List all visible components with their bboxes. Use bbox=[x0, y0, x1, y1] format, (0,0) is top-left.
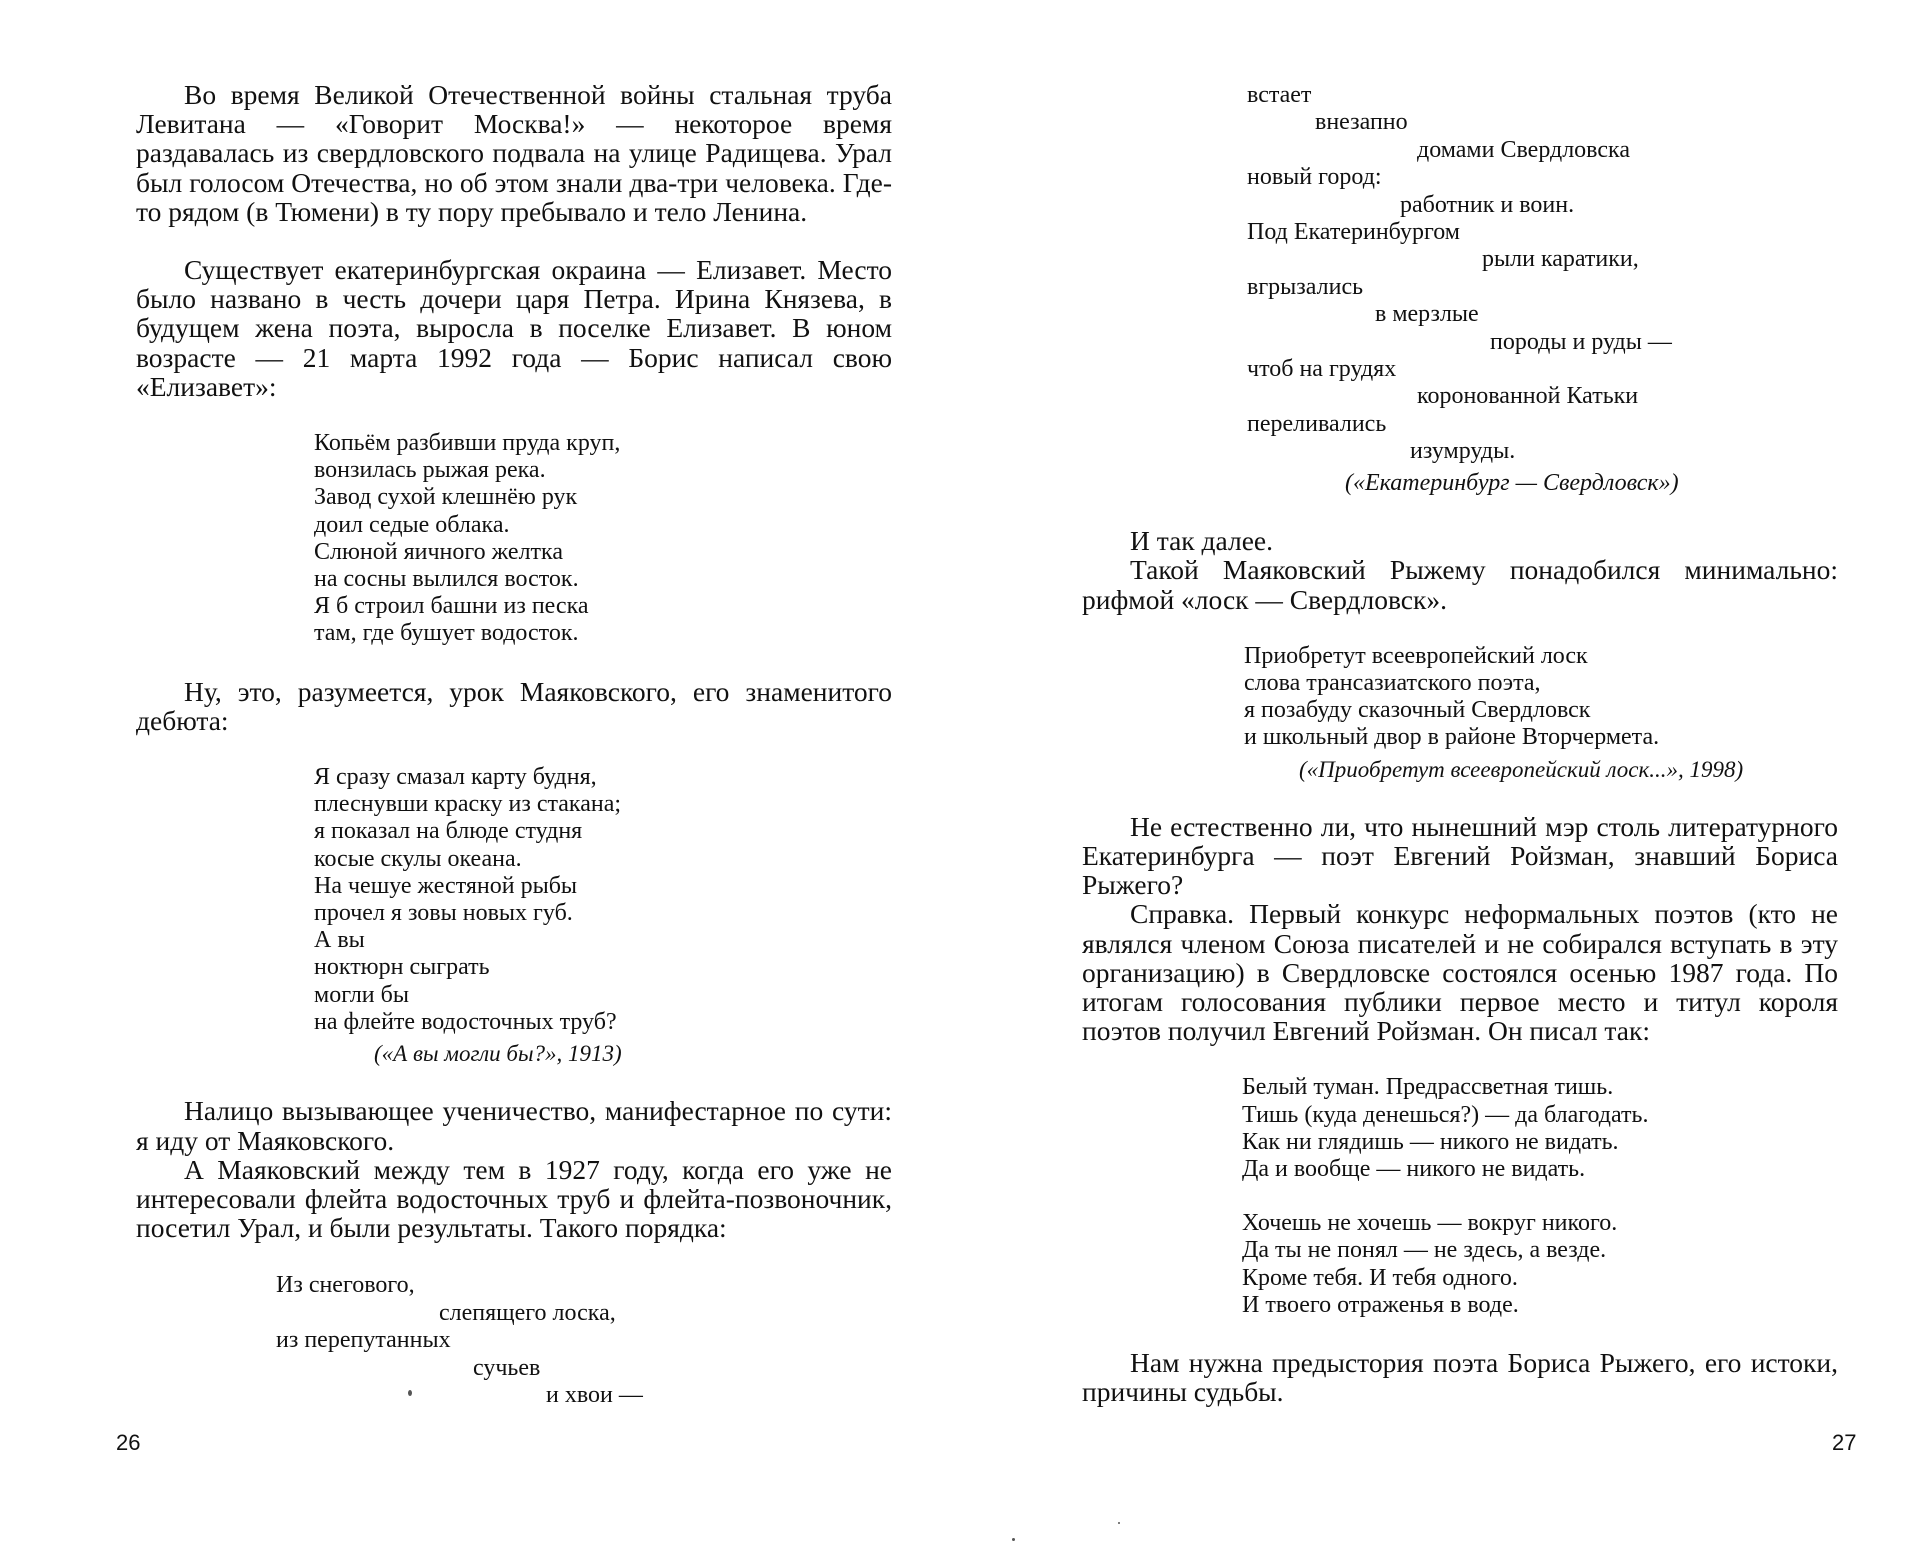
verse-line: встает bbox=[1247, 82, 1312, 108]
verse-line: Из снегового, bbox=[276, 1272, 415, 1299]
verse-line: там, где бушует водосток. bbox=[314, 620, 579, 647]
paragraph: Ну, это, разумеется, урок Маяковского, его знаменитого дебюта: bbox=[136, 675, 892, 736]
page-right bbox=[966, 0, 1932, 1558]
scan-speck bbox=[408, 1390, 412, 1396]
paragraph: А Маяковский между тем в 1927 году, когда его уже не интересовали флейта водосточных труб и флейта-позвоночник, посетил Урал, и были результаты. Такого порядка: bbox=[136, 1153, 892, 1244]
verse-line: коронованной Катьки bbox=[1417, 383, 1639, 410]
verse-line: Белый туман. Предрассветная тишь. bbox=[1242, 1074, 1614, 1101]
verse-line: Я б строил башни из песка bbox=[314, 593, 589, 620]
verse-line: вонзилась рыжая река. bbox=[314, 457, 546, 484]
verse-line: слова трансазиатского поэта, bbox=[1244, 669, 1541, 696]
paragraph: И так далее. bbox=[1130, 525, 1273, 557]
verse-line: Я сразу смазал карту будня, bbox=[314, 764, 597, 791]
poem-source: («Приобретут всеевропейский лоск...», 1998) bbox=[1299, 756, 1744, 782]
verse-line: я показал на блюде студня bbox=[314, 818, 583, 845]
verse-line: я позабуду сказочный Свердловск bbox=[1244, 697, 1591, 724]
verse-line: Да и вообще — никого не видать. bbox=[1242, 1155, 1586, 1182]
verse-line: На чешуе жестяной рыбы bbox=[314, 872, 578, 899]
verse-line: могли бы bbox=[314, 981, 409, 1008]
verse-line: слепящего лоска, bbox=[439, 1299, 616, 1326]
verse-line: в мерзлые bbox=[1375, 301, 1479, 328]
verse-line: изумруды. bbox=[1410, 438, 1516, 465]
verse-line: Кроме тебя. И тебя одного. bbox=[1242, 1264, 1518, 1291]
verse-line: Да ты не понял — не здесь, а везде. bbox=[1242, 1237, 1607, 1264]
verse-line: Слюной яичного желтка bbox=[314, 538, 563, 565]
verse-line: сучьев bbox=[473, 1354, 541, 1381]
stanza-gap bbox=[1242, 1183, 1838, 1210]
left-text-column bbox=[136, 80, 892, 1409]
verse-line: новый город: bbox=[1247, 164, 1382, 191]
verse-line: плеснувши краску из стакана; bbox=[314, 791, 622, 818]
verse-line: Как ни глядишь — никого не видать. bbox=[1242, 1128, 1619, 1155]
paragraph: Не естественно ли, что нынешний мэр столь литературного Екатеринбурга — поэт Евгений Ройзман, знавший Бориса Рыжего? bbox=[1082, 810, 1838, 901]
verse-line: породы и руды — bbox=[1490, 328, 1672, 355]
verse-line: Под Екатеринбургом bbox=[1247, 219, 1460, 246]
verse-line: А вы bbox=[314, 927, 365, 954]
paragraph: Существует екатеринбургская окраина — Елизавет. Место было названо в честь дочери царя Петра. Ирина Князева, в будущем жена поэта, выросла в поселке Елизавет. В юном возрасте — 21 марта 1992 года — Борис написал свою «Елизавет»: bbox=[136, 254, 892, 402]
verse-line: работник и воин. bbox=[1400, 191, 1575, 218]
verse-line: внезапно bbox=[1315, 109, 1408, 136]
poem-elizavet bbox=[314, 430, 892, 648]
verse-line: из перепутанных bbox=[276, 1327, 451, 1354]
verse-line: Завод сухой клешнёю рук bbox=[314, 484, 578, 511]
page-number: 27 bbox=[1832, 1430, 1857, 1455]
paragraph: Налицо вызывающее ученичество, манифестарное по сути: я иду от Маяковского. bbox=[136, 1095, 892, 1156]
paragraph: Нам нужна предыстория поэта Бориса Рыжего, его истоки, причины судьбы. bbox=[1082, 1346, 1838, 1408]
verse-line: Приобретут всеевропейский лоск bbox=[1244, 642, 1588, 669]
paragraph: Справка. Первый конкурс неформальных поэтов (кто не являлся членом Союза писателей и не собирался вступать в эту организацию) в Свердловске состоялся осенью 1987 года. По итогам голосования публики первое место и титул короля поэтов получил Евгений Ройзман. Он писал так: bbox=[1082, 898, 1838, 1047]
poem-ladder bbox=[136, 1272, 892, 1409]
paragraph: Такой Маяковский Рыжему понадобился минимально: рифмой «лоск — Свердловск». bbox=[1082, 554, 1838, 615]
poem-source: («Екатеринбург — Свердловск») bbox=[1345, 469, 1679, 496]
verse-line: Тишь (куда денешься?) — да благодать. bbox=[1242, 1101, 1649, 1128]
verse-line: на флейте водосточных труб? bbox=[314, 1008, 617, 1035]
poem-roizman bbox=[1242, 1074, 1838, 1319]
scan-speck bbox=[1118, 1522, 1120, 1524]
page-number: 26 bbox=[116, 1430, 141, 1455]
right-text-column bbox=[1082, 82, 1838, 1406]
verse-line: прочел я зовы новых губ. bbox=[314, 900, 573, 927]
verse-line: ноктюрн сыграть bbox=[314, 954, 490, 981]
verse-line: рыли каратики, bbox=[1482, 246, 1639, 273]
verse-line: чтоб на грудях bbox=[1247, 356, 1397, 383]
poem-mayakovsky bbox=[314, 764, 892, 1067]
verse-line: доил седые облака. bbox=[314, 511, 510, 538]
poem-ladder-continued bbox=[1082, 82, 1838, 497]
verse-line: домами Свердловска bbox=[1417, 136, 1630, 163]
verse-line: И твоего отраженья в воде. bbox=[1242, 1291, 1519, 1318]
verse-line: косые скулы океана. bbox=[314, 845, 522, 872]
verse-line: Копьём разбивши пруда круп, bbox=[314, 430, 621, 457]
verse-line: и хвои — bbox=[546, 1381, 643, 1408]
verse-line: вгрызались bbox=[1247, 273, 1364, 300]
poem-source: («А вы могли бы?», 1913) bbox=[374, 1041, 622, 1067]
paragraph: Во время Великой Отечественной войны стальная труба Левитана — «Говорит Москва!» — некоторое время раздавалась из свердловского подвала на улице Радищева. Урал был голосом Отечества, но об этом знали два-три человека. Где-то рядом (в Тюмени) в ту пору пребывало и тело Ленина. bbox=[136, 79, 892, 227]
verse-line: и школьный двор в районе Вторчермета. bbox=[1244, 724, 1660, 751]
verse-line: Хочешь не хочешь — вокруг никого. bbox=[1242, 1210, 1618, 1237]
verse-line: переливались bbox=[1247, 410, 1387, 437]
poem-lossk bbox=[1244, 643, 1838, 783]
scan-speck bbox=[1012, 1538, 1015, 1541]
verse-line: на сосны вылился восток. bbox=[314, 566, 579, 593]
